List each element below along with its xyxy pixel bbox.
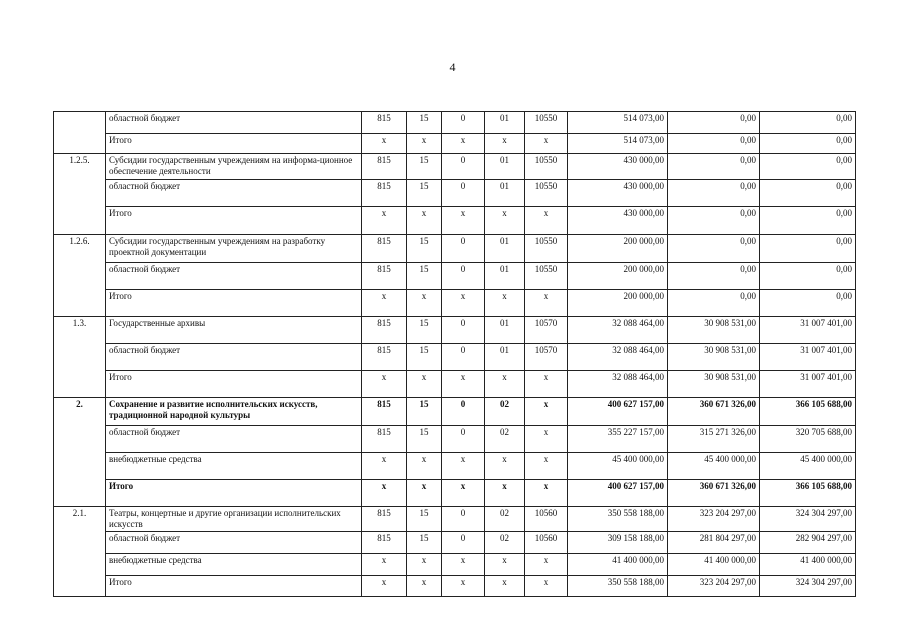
code-ministry-cell: 815 <box>362 507 407 532</box>
code-subsection-cell: x <box>442 453 485 480</box>
table-row <box>54 154 856 180</box>
code-section-cell: x <box>407 371 442 398</box>
page-number: 4 <box>449 60 456 74</box>
row-name-cell: областной бюджет <box>106 112 362 134</box>
code-section-cell: x <box>407 554 442 576</box>
amount-year2-cell: 0,00 <box>668 263 760 290</box>
code-ministry-cell: x <box>362 290 407 317</box>
code-article-cell: 10550 <box>525 263 568 290</box>
table-row <box>54 576 856 597</box>
code-section-cell: x <box>407 207 442 235</box>
amount-year2-cell: 30 908 531,00 <box>668 344 760 371</box>
amount-year1-cell: 400 627 157,00 <box>568 480 668 507</box>
code-article-cell: 10570 <box>525 344 568 371</box>
code-program-cell: 02 <box>485 426 525 453</box>
code-section-cell: 15 <box>407 317 442 344</box>
code-subsection-cell: 0 <box>442 180 485 207</box>
code-subsection-cell: 0 <box>442 263 485 290</box>
code-ministry-cell: x <box>362 480 407 507</box>
amount-year2-cell: 41 400 000,00 <box>668 554 760 576</box>
amount-year2-cell: 281 804 297,00 <box>668 532 760 554</box>
row-name-cell: Итого <box>106 480 362 507</box>
code-program-cell: 01 <box>485 112 525 134</box>
amount-year3-cell: 324 304 297,00 <box>760 507 856 532</box>
code-article-cell: 10560 <box>525 532 568 554</box>
amount-year2-cell: 360 671 326,00 <box>668 398 760 426</box>
row-name-cell: Субсидии государственным учреждениям на разработку проектной документации <box>106 235 362 263</box>
amount-year3-cell: 0,00 <box>760 207 856 235</box>
row-name-cell: областной бюджет <box>106 263 362 290</box>
code-ministry-cell: x <box>362 576 407 597</box>
code-ministry-cell: 815 <box>362 263 407 290</box>
code-article-cell: x <box>525 398 568 426</box>
row-name-cell: Театры, концертные и другие организации исполнительских искусств <box>106 507 362 532</box>
code-section-cell: 15 <box>407 112 442 134</box>
amount-year2-cell: 323 204 297,00 <box>668 576 760 597</box>
code-subsection-cell: 0 <box>442 426 485 453</box>
code-section-cell: x <box>407 576 442 597</box>
code-section-cell: x <box>407 290 442 317</box>
code-ministry-cell: 815 <box>362 344 407 371</box>
amount-year3-cell: 31 007 401,00 <box>760 371 856 398</box>
code-article-cell: 10550 <box>525 235 568 263</box>
code-ministry-cell: x <box>362 134 407 154</box>
amount-year3-cell: 0,00 <box>760 290 856 317</box>
amount-year1-cell: 45 400 000,00 <box>568 453 668 480</box>
code-program-cell: 02 <box>485 532 525 554</box>
code-ministry-cell: 815 <box>362 112 407 134</box>
code-subsection-cell: x <box>442 207 485 235</box>
table-row <box>54 180 856 207</box>
amount-year1-cell: 350 558 188,00 <box>568 576 668 597</box>
amount-year2-cell: 323 204 297,00 <box>668 507 760 532</box>
amount-year1-cell: 430 000,00 <box>568 180 668 207</box>
code-subsection-cell: x <box>442 576 485 597</box>
table-row <box>54 317 856 344</box>
code-article-cell: x <box>525 453 568 480</box>
amount-year2-cell: 0,00 <box>668 180 760 207</box>
row-name-cell: внебюджетные средства <box>106 453 362 480</box>
amount-year3-cell: 41 400 000,00 <box>760 554 856 576</box>
table-row <box>54 554 856 576</box>
row-number-cell: 2.1. <box>54 507 106 597</box>
amount-year1-cell: 200 000,00 <box>568 263 668 290</box>
code-subsection-cell: 0 <box>442 532 485 554</box>
row-name-cell: областной бюджет <box>106 426 362 453</box>
amount-year3-cell: 0,00 <box>760 154 856 180</box>
amount-year2-cell: 30 908 531,00 <box>668 317 760 344</box>
amount-year3-cell: 366 105 688,00 <box>760 398 856 426</box>
code-subsection-cell: 0 <box>442 112 485 134</box>
code-article-cell: x <box>525 290 568 317</box>
code-program-cell: x <box>485 290 525 317</box>
code-section-cell: 15 <box>407 344 442 371</box>
code-subsection-cell: x <box>442 134 485 154</box>
code-section-cell: 15 <box>407 235 442 263</box>
table-row <box>54 480 856 507</box>
code-ministry-cell: x <box>362 207 407 235</box>
code-ministry-cell: 815 <box>362 532 407 554</box>
code-subsection-cell: 0 <box>442 398 485 426</box>
row-name-cell: областной бюджет <box>106 344 362 371</box>
amount-year1-cell: 355 227 157,00 <box>568 426 668 453</box>
amount-year1-cell: 200 000,00 <box>568 290 668 317</box>
code-article-cell: x <box>525 426 568 453</box>
table-row <box>54 290 856 317</box>
budget-table <box>53 111 856 597</box>
amount-year1-cell: 514 073,00 <box>568 134 668 154</box>
code-subsection-cell: 0 <box>442 154 485 180</box>
row-name-cell: Государственные архивы <box>106 317 362 344</box>
amount-year3-cell: 366 105 688,00 <box>760 480 856 507</box>
code-ministry-cell: 815 <box>362 235 407 263</box>
amount-year2-cell: 0,00 <box>668 207 760 235</box>
code-article-cell: x <box>525 576 568 597</box>
amount-year3-cell: 324 304 297,00 <box>760 576 856 597</box>
code-subsection-cell: 0 <box>442 344 485 371</box>
code-article-cell: 10550 <box>525 112 568 134</box>
amount-year1-cell: 41 400 000,00 <box>568 554 668 576</box>
code-program-cell: x <box>485 554 525 576</box>
row-name-cell: Итого <box>106 207 362 235</box>
amount-year3-cell: 282 904 297,00 <box>760 532 856 554</box>
code-article-cell: x <box>525 207 568 235</box>
code-section-cell: 15 <box>407 426 442 453</box>
amount-year2-cell: 45 400 000,00 <box>668 453 760 480</box>
code-subsection-cell: 0 <box>442 317 485 344</box>
row-name-cell: областной бюджет <box>106 180 362 207</box>
amount-year1-cell: 400 627 157,00 <box>568 398 668 426</box>
code-article-cell: x <box>525 134 568 154</box>
amount-year1-cell: 32 088 464,00 <box>568 371 668 398</box>
table-row <box>54 344 856 371</box>
row-name-cell: Сохранение и развитие исполнительских искусств, традиционной народной культуры <box>106 398 362 426</box>
row-name-cell: Итого <box>106 134 362 154</box>
row-number-cell <box>54 112 106 154</box>
code-article-cell: x <box>525 480 568 507</box>
code-program-cell: x <box>485 480 525 507</box>
amount-year2-cell: 315 271 326,00 <box>668 426 760 453</box>
amount-year3-cell: 320 705 688,00 <box>760 426 856 453</box>
table-row <box>54 207 856 235</box>
code-program-cell: 01 <box>485 317 525 344</box>
code-ministry-cell: 815 <box>362 180 407 207</box>
amount-year3-cell: 0,00 <box>760 235 856 263</box>
code-section-cell: 15 <box>407 398 442 426</box>
amount-year1-cell: 430 000,00 <box>568 154 668 180</box>
row-number-cell: 1.2.6. <box>54 235 106 317</box>
amount-year3-cell: 0,00 <box>760 112 856 134</box>
code-program-cell: x <box>485 576 525 597</box>
table-row <box>54 507 856 532</box>
code-article-cell: 10560 <box>525 507 568 532</box>
code-program-cell: 01 <box>485 263 525 290</box>
code-program-cell: 02 <box>485 507 525 532</box>
table-row <box>54 112 856 134</box>
amount-year1-cell: 350 558 188,00 <box>568 507 668 532</box>
code-article-cell: 10570 <box>525 317 568 344</box>
amount-year2-cell: 0,00 <box>668 154 760 180</box>
row-number-cell: 1.3. <box>54 317 106 398</box>
code-program-cell: 01 <box>485 235 525 263</box>
code-article-cell: x <box>525 371 568 398</box>
code-program-cell: x <box>485 207 525 235</box>
code-program-cell: 02 <box>485 398 525 426</box>
table-row <box>54 263 856 290</box>
code-section-cell: 15 <box>407 180 442 207</box>
code-ministry-cell: x <box>362 371 407 398</box>
code-program-cell: 01 <box>485 344 525 371</box>
amount-year3-cell: 31 007 401,00 <box>760 344 856 371</box>
table-row <box>54 426 856 453</box>
code-program-cell: 01 <box>485 154 525 180</box>
code-program-cell: x <box>485 134 525 154</box>
row-number-cell: 1.2.5. <box>54 154 106 235</box>
code-ministry-cell: x <box>362 554 407 576</box>
code-ministry-cell: 815 <box>362 317 407 344</box>
amount-year3-cell: 0,00 <box>760 180 856 207</box>
amount-year2-cell: 360 671 326,00 <box>668 480 760 507</box>
code-subsection-cell: x <box>442 371 485 398</box>
code-section-cell: 15 <box>407 507 442 532</box>
table-row <box>54 134 856 154</box>
code-ministry-cell: x <box>362 453 407 480</box>
code-subsection-cell: 0 <box>442 235 485 263</box>
amount-year3-cell: 0,00 <box>760 263 856 290</box>
amount-year1-cell: 32 088 464,00 <box>568 344 668 371</box>
table-row <box>54 532 856 554</box>
row-name-cell: Итого <box>106 371 362 398</box>
code-section-cell: 15 <box>407 263 442 290</box>
amount-year1-cell: 32 088 464,00 <box>568 317 668 344</box>
row-name-cell: внебюджетные средства <box>106 554 362 576</box>
budget-table-body <box>54 112 856 597</box>
code-program-cell: x <box>485 371 525 398</box>
row-name-cell: Итого <box>106 290 362 317</box>
row-name-cell: Итого <box>106 576 362 597</box>
code-section-cell: x <box>407 134 442 154</box>
amount-year3-cell: 0,00 <box>760 134 856 154</box>
table-row <box>54 371 856 398</box>
code-program-cell: 01 <box>485 180 525 207</box>
amount-year3-cell: 45 400 000,00 <box>760 453 856 480</box>
table-row <box>54 235 856 263</box>
code-section-cell: x <box>407 453 442 480</box>
code-ministry-cell: 815 <box>362 398 407 426</box>
amount-year1-cell: 514 073,00 <box>568 112 668 134</box>
amount-year2-cell: 0,00 <box>668 290 760 317</box>
code-article-cell: 10550 <box>525 180 568 207</box>
amount-year2-cell: 30 908 531,00 <box>668 371 760 398</box>
amount-year2-cell: 0,00 <box>668 235 760 263</box>
code-article-cell: x <box>525 554 568 576</box>
row-name-cell: Субсидии государственным учреждениям на информа-ционное обеспечение деятельности <box>106 154 362 180</box>
amount-year1-cell: 200 000,00 <box>568 235 668 263</box>
code-subsection-cell: x <box>442 480 485 507</box>
amount-year3-cell: 31 007 401,00 <box>760 317 856 344</box>
code-ministry-cell: 815 <box>362 426 407 453</box>
amount-year1-cell: 309 158 188,00 <box>568 532 668 554</box>
code-article-cell: 10550 <box>525 154 568 180</box>
code-subsection-cell: x <box>442 554 485 576</box>
amount-year2-cell: 0,00 <box>668 112 760 134</box>
code-subsection-cell: 0 <box>442 507 485 532</box>
table-row <box>54 398 856 426</box>
code-ministry-cell: 815 <box>362 154 407 180</box>
code-section-cell: x <box>407 480 442 507</box>
code-section-cell: 15 <box>407 532 442 554</box>
row-name-cell: областной бюджет <box>106 532 362 554</box>
code-section-cell: 15 <box>407 154 442 180</box>
amount-year1-cell: 430 000,00 <box>568 207 668 235</box>
row-number-cell: 2. <box>54 398 106 507</box>
code-program-cell: x <box>485 453 525 480</box>
code-subsection-cell: x <box>442 290 485 317</box>
table-row <box>54 453 856 480</box>
amount-year2-cell: 0,00 <box>668 134 760 154</box>
